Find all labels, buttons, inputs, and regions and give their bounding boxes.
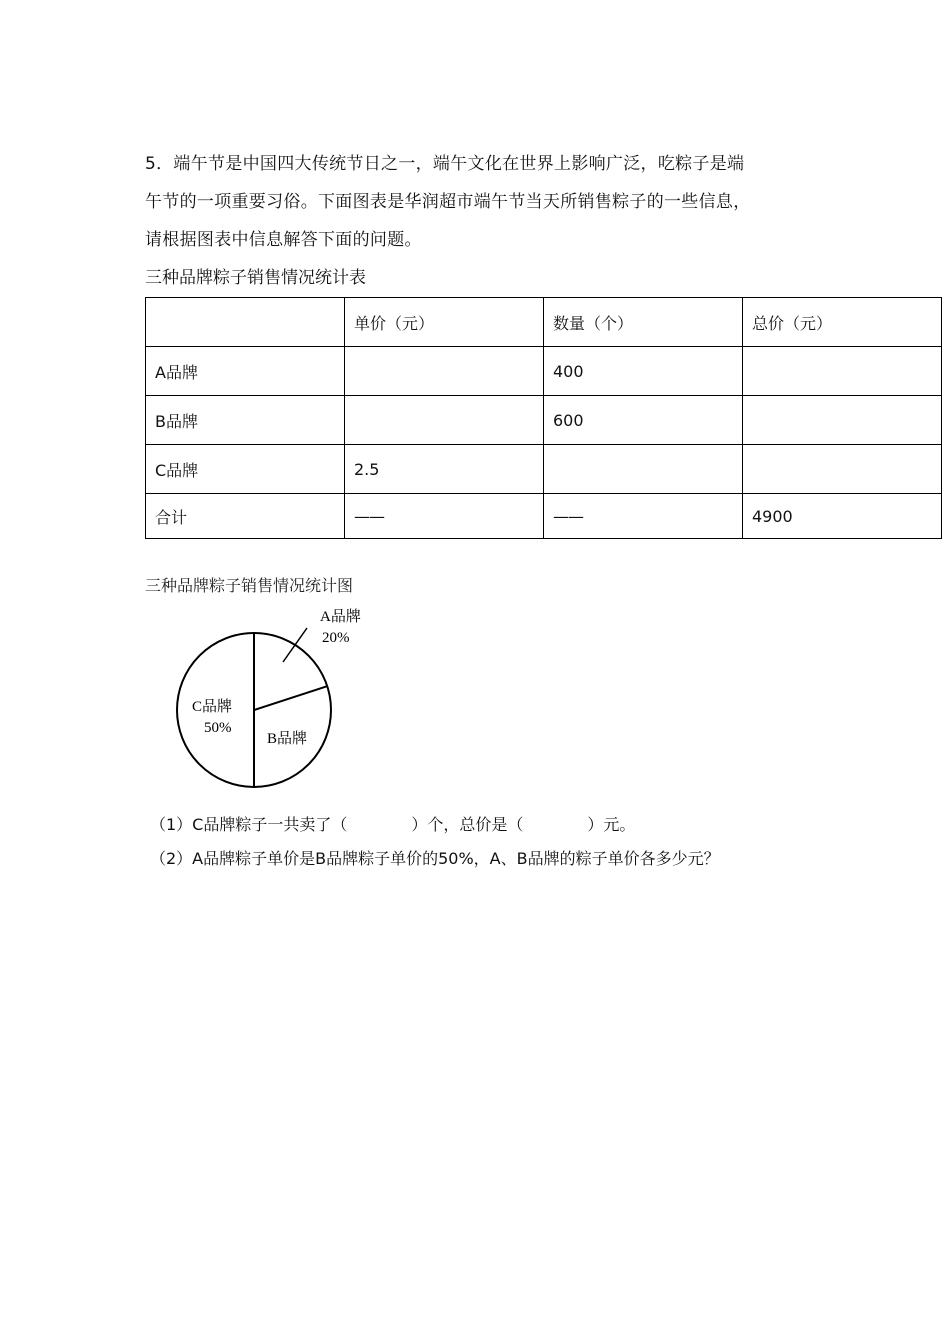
header-quantity: 数量（个） bbox=[544, 298, 743, 347]
table-cell: 600 bbox=[544, 396, 743, 445]
table-cell: —— bbox=[345, 494, 544, 539]
table-cell bbox=[544, 445, 743, 494]
slice-percent-c: 50% bbox=[204, 720, 232, 736]
table-cell bbox=[743, 347, 942, 396]
table-title: 三种品牌粽子销售情况统计表 bbox=[145, 268, 366, 288]
slice-label-a: A品牌 bbox=[320, 609, 361, 625]
slice-a-leader-line bbox=[283, 628, 307, 662]
table-cell: —— bbox=[544, 494, 743, 539]
table-total-row bbox=[146, 494, 942, 539]
slice-percent-a: 20% bbox=[322, 630, 350, 646]
brand-cell: C品牌 bbox=[146, 445, 345, 494]
slice-label-c: C品牌 bbox=[192, 699, 233, 715]
sales-table bbox=[145, 297, 942, 539]
header-cell bbox=[146, 298, 345, 347]
table-row bbox=[146, 396, 942, 445]
pie-slice-boundary-a-b bbox=[254, 686, 327, 710]
table-cell: 2.5 bbox=[345, 445, 544, 494]
problem-text-line-2: 午节的一项重要习俗。下面图表是华润超市端午节当天所销售粽子的一些信息， bbox=[145, 192, 751, 212]
table-cell: 4900 bbox=[743, 494, 942, 539]
chart-title: 三种品牌粽子销售情况统计图 bbox=[145, 576, 354, 595]
table-row bbox=[146, 347, 942, 396]
table-row bbox=[146, 445, 942, 494]
total-label-cell: 合计 bbox=[146, 494, 345, 539]
table-cell bbox=[345, 347, 544, 396]
brand-cell: A品牌 bbox=[146, 347, 345, 396]
table-cell bbox=[743, 445, 942, 494]
question-1: （1）C品牌粽子一共卖了（ ）个，总价是（ ）元。 bbox=[150, 815, 636, 834]
problem-text-line-1: 5．端午节是中国四大传统节日之一，端午文化在世界上影响广泛，吃粽子是端 bbox=[145, 154, 745, 174]
table-cell: 400 bbox=[544, 347, 743, 396]
table-cell bbox=[743, 396, 942, 445]
slice-label-b: B品牌 bbox=[267, 731, 308, 747]
table-header-row bbox=[146, 298, 942, 347]
header-total-price: 总价（元） bbox=[743, 298, 942, 347]
header-unit-price: 单价（元） bbox=[345, 298, 544, 347]
brand-cell: B品牌 bbox=[146, 396, 345, 445]
table-cell bbox=[345, 396, 544, 445]
pie-chart bbox=[170, 600, 390, 790]
problem-text-line-3: 请根据图表中信息解答下面的问题。 bbox=[145, 230, 422, 250]
question-2: （2）A品牌粽子单价是B品牌粽子单价的50%，A、B品牌的粽子单价各多少元？ bbox=[150, 849, 720, 868]
